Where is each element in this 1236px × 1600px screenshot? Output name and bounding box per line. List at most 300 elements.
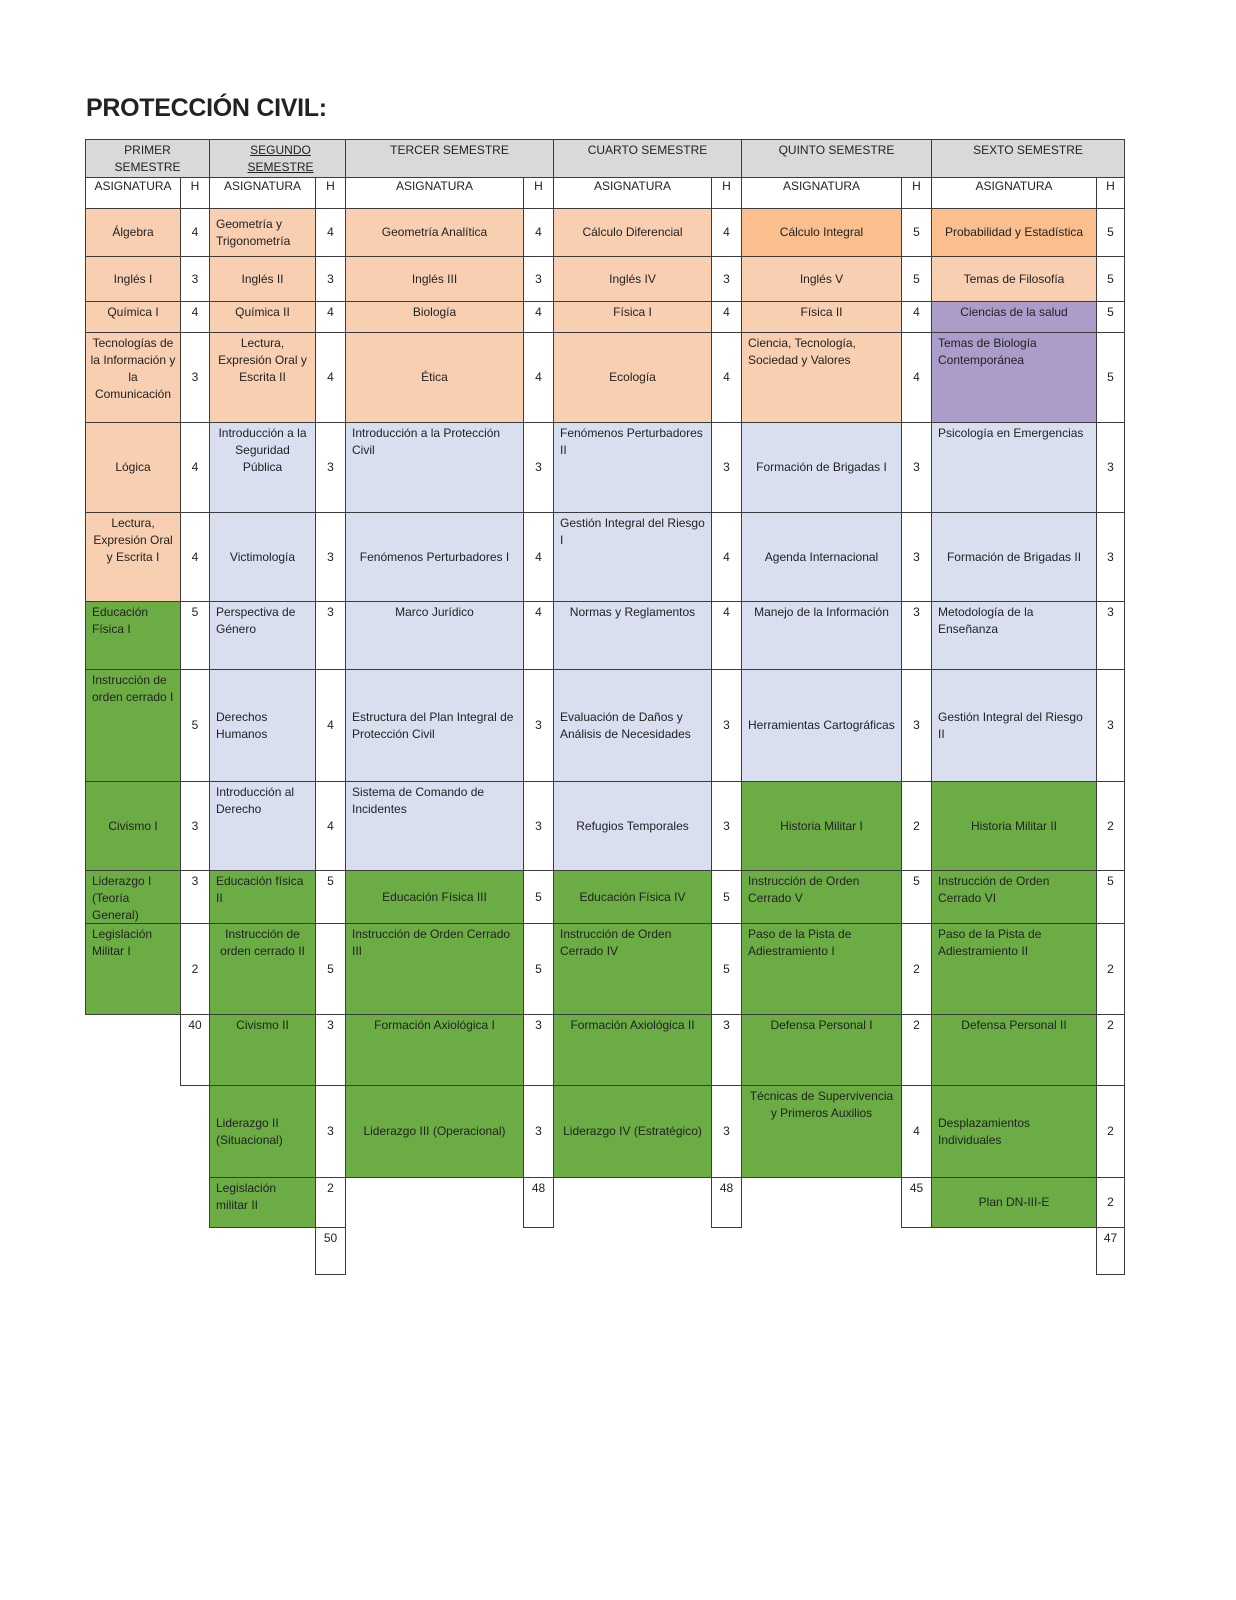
hours-cell-text: 3 [535, 818, 542, 833]
subject-cell [931, 208, 1097, 257]
subject-column-header-text: ASIGNATURA [975, 179, 1053, 193]
hours-cell [901, 781, 932, 871]
hours-cell-text: 2 [327, 1181, 334, 1195]
subject-cell-text: Derechos Humanos [216, 709, 268, 741]
hours-cell-text: 4 [535, 605, 542, 619]
subject-cell-text: Gestión Integral del Riesgo I [560, 516, 705, 547]
subject-column-header [209, 177, 316, 209]
subject-cell-text: Liderazgo II (Situacional) [216, 1115, 283, 1147]
hours-cell [1096, 781, 1125, 871]
hours-cell-text: 3 [723, 1124, 730, 1138]
hours-cell [711, 601, 742, 670]
hours-cell-text: 5 [913, 225, 920, 239]
hours-cell-text: 4 [327, 370, 334, 384]
subject-cell-text: Liderazgo III (Operacional) [363, 1124, 506, 1138]
hours-cell-text: 2 [1107, 1124, 1114, 1138]
hours-cell [1096, 512, 1125, 602]
subject-cell-text: Civismo II [236, 1018, 289, 1032]
subject-cell-text: Ciencia, Tecnología, Sociedad y Valores [748, 336, 856, 367]
hours-cell [180, 208, 210, 257]
subject-cell [741, 422, 902, 513]
hours-cell [523, 1014, 554, 1086]
semester-total-hours [523, 1177, 554, 1228]
hours-cell [315, 256, 346, 302]
hours-cell-text: 3 [913, 460, 920, 474]
subject-cell-text: Introducción al Derecho [216, 785, 295, 816]
hours-cell-text: 5 [723, 961, 730, 976]
hours-cell-text: 5 [327, 961, 334, 976]
subject-cell-text: Lectura, Expresión Oral y Escrita II [218, 336, 307, 384]
subject-cell-text: Marco Jurídico [395, 605, 474, 619]
hours-cell-text: 3 [191, 818, 199, 833]
hours-cell-text: 3 [1107, 718, 1114, 732]
subject-cell-text: Física II [800, 305, 843, 319]
hours-cell [315, 923, 346, 1015]
hours-cell [315, 1014, 346, 1086]
subject-cell [345, 923, 524, 1015]
hours-column-header-text: H [722, 179, 731, 193]
hours-cell-text: 3 [723, 460, 730, 474]
hours-cell [711, 923, 742, 1015]
subject-cell-text: Probabilidad y Estadística [944, 225, 1084, 239]
hours-cell [180, 422, 210, 513]
subject-cell [741, 256, 902, 302]
semester-total-hours [1096, 1227, 1125, 1275]
subject-cell-text: Introducción a la Protección Civil [352, 426, 501, 457]
hours-cell [1096, 301, 1125, 333]
hours-cell-text: 3 [327, 271, 334, 286]
subject-cell-text: Paso de la Pista de Adiestramiento II [938, 927, 1042, 958]
subject-cell-text: Instrucción de orden cerrado II [220, 927, 305, 958]
subject-cell [931, 512, 1097, 602]
hours-cell-text: 3 [191, 874, 199, 888]
hours-cell-text: 4 [723, 605, 730, 619]
subject-column-header [345, 177, 524, 209]
subject-cell [345, 332, 524, 423]
hours-cell-text: 2 [913, 961, 920, 976]
hours-cell [901, 669, 932, 782]
semester-header-text: TERCER SEMESTRE [390, 143, 509, 157]
subject-cell [209, 870, 316, 924]
hours-cell [901, 923, 932, 1015]
hours-column-header [1096, 177, 1125, 209]
semester-total-hours-text: 48 [531, 1181, 546, 1195]
subject-cell-text: Evaluación de Daños y Análisis de Necesidades [560, 709, 691, 741]
subject-cell-text: Manejo de la Información [754, 605, 889, 619]
hours-cell [180, 332, 210, 423]
subject-cell-text: Refugios Temporales [576, 818, 689, 833]
hours-cell-text: 4 [535, 225, 542, 239]
subject-cell [931, 1014, 1097, 1086]
subject-column-header-text: ASIGNATURA [782, 179, 861, 193]
subject-cell-text: Lógica [115, 460, 151, 474]
subject-cell-text: Biología [412, 305, 457, 319]
subject-cell-text: Gestión Integral del Riesgo II [938, 709, 1083, 741]
subject-cell-text: Temas de Filosofía [963, 271, 1065, 286]
hours-cell-text: 5 [913, 271, 920, 286]
subject-cell-text: Normas y Reglamentos [569, 605, 696, 619]
subject-cell-text: Liderazgo IV (Estratégico) [563, 1124, 702, 1138]
subject-cell [553, 1014, 712, 1086]
subject-cell [741, 923, 902, 1015]
subject-cell-text: Inglés III [411, 271, 458, 286]
subject-cell [85, 332, 181, 423]
subject-cell [741, 870, 902, 924]
subject-cell-text: Liderazgo I (Teoría General) [92, 874, 152, 922]
hours-column-header [180, 177, 210, 209]
subject-cell [553, 422, 712, 513]
hours-cell-text: 4 [913, 305, 920, 319]
hours-cell [711, 208, 742, 257]
hours-cell-text: 4 [535, 370, 542, 384]
hours-cell [315, 1085, 346, 1178]
subject-cell-text: Temas de Biología Contemporánea [938, 336, 1037, 367]
hours-cell-text: 3 [723, 1018, 730, 1032]
subject-cell [931, 669, 1097, 782]
subject-cell-text: Educación Física III [382, 889, 487, 904]
subject-cell [85, 601, 181, 670]
subject-cell-text: Fenómenos Perturbadores II [560, 426, 703, 457]
subject-cell [553, 256, 712, 302]
hours-cell-text: 4 [327, 225, 334, 239]
subject-cell-text: Psicología en Emergencias [938, 426, 1084, 440]
subject-cell [85, 870, 181, 924]
semester-total-hours-text: 47 [1103, 1231, 1118, 1245]
hours-cell [180, 512, 210, 602]
subject-cell [209, 208, 316, 257]
subject-cell [85, 512, 181, 602]
subject-cell [931, 601, 1097, 670]
subject-cell [345, 256, 524, 302]
subject-cell-text: Formación Axiológica II [570, 1018, 695, 1032]
hours-cell [315, 1177, 346, 1228]
subject-cell-text: Educación Física IV [579, 889, 686, 904]
subject-cell [741, 208, 902, 257]
hours-cell [711, 1085, 742, 1178]
semester-header-text: SEXTO SEMESTRE [973, 143, 1083, 157]
subject-cell-text: Instrucción de Orden Cerrado IV [560, 927, 672, 958]
subject-cell-text: Defensa Personal I [770, 1018, 873, 1032]
subject-cell-text: Introducción a la Seguridad Pública [218, 426, 307, 474]
semester-header [345, 139, 554, 178]
subject-cell [931, 870, 1097, 924]
hours-cell [180, 781, 210, 871]
subject-cell-text: Cálculo Diferencial [582, 225, 683, 239]
hours-cell [711, 781, 742, 871]
semester-header [741, 139, 932, 178]
subject-cell [85, 781, 181, 871]
subject-cell-text: Perspectiva de Género [216, 605, 296, 636]
hours-cell [315, 332, 346, 423]
hours-cell-text: 5 [1107, 225, 1114, 239]
semester-total-hours-text: 45 [909, 1181, 924, 1195]
subject-cell [85, 923, 181, 1015]
subject-cell [209, 256, 316, 302]
hours-column-header-text: H [1106, 179, 1115, 193]
hours-cell-text: 5 [191, 718, 199, 732]
subject-cell-text: Formación de Brigadas II [946, 549, 1082, 564]
hours-cell-text: 5 [1107, 370, 1114, 384]
subject-cell-text: Victimología [229, 549, 296, 564]
semester-total-hours [315, 1227, 346, 1275]
hours-cell [315, 208, 346, 257]
hours-cell [315, 669, 346, 782]
subject-cell [931, 301, 1097, 333]
hours-cell-text: 5 [723, 889, 730, 904]
subject-cell-text: Geometría Analítica [381, 225, 488, 239]
semester-total-hours [901, 1177, 932, 1228]
subject-cell-text: Química I [107, 305, 159, 319]
hours-cell [1096, 601, 1125, 670]
hours-cell [523, 512, 554, 602]
subject-cell [931, 256, 1097, 302]
subject-cell-text: Formación Axiológica I [374, 1018, 495, 1032]
subject-column-header [931, 177, 1097, 209]
hours-cell-text: 3 [723, 818, 730, 833]
hours-cell [315, 422, 346, 513]
subject-column-header-text: ASIGNATURA [395, 179, 474, 193]
hours-cell [180, 870, 210, 924]
hours-cell [901, 1085, 932, 1178]
subject-cell [741, 781, 902, 871]
hours-cell [901, 301, 932, 333]
hours-cell-text: 3 [1107, 460, 1114, 474]
hours-cell-text: 3 [327, 1018, 334, 1032]
hours-cell-text: 4 [327, 818, 334, 833]
hours-cell-text: 3 [191, 271, 199, 286]
hours-cell-text: 3 [913, 605, 920, 619]
page-title: PROTECCIÓN CIVIL: [86, 94, 327, 122]
semester-header [85, 139, 210, 178]
hours-cell [901, 870, 932, 924]
subject-cell [209, 512, 316, 602]
hours-cell [315, 781, 346, 871]
hours-cell [711, 332, 742, 423]
semester-total-hours-text: 48 [719, 1181, 734, 1195]
subject-column-header-text: ASIGNATURA [94, 179, 172, 193]
semester-header-text: SEGUNDO SEMESTRE [247, 143, 314, 174]
hours-column-header [523, 177, 554, 209]
hours-cell-text: 4 [191, 225, 199, 239]
hours-cell [711, 669, 742, 782]
subject-cell [553, 669, 712, 782]
hours-cell [711, 422, 742, 513]
hours-cell [523, 870, 554, 924]
hours-cell-text: 3 [535, 1018, 542, 1032]
hours-cell [1096, 256, 1125, 302]
hours-cell [711, 512, 742, 602]
subject-cell-text: Metodología de la Enseñanza [938, 605, 1034, 636]
hours-cell-text: 5 [327, 874, 334, 888]
subject-cell [553, 301, 712, 333]
hours-cell [1096, 208, 1125, 257]
hours-cell [180, 923, 210, 1015]
subject-cell [209, 1085, 316, 1178]
hours-cell-text: 3 [191, 370, 199, 384]
hours-cell-text: 2 [913, 818, 920, 833]
subject-cell [345, 422, 524, 513]
subject-cell-text: Ecología [609, 370, 656, 384]
subject-cell [209, 601, 316, 670]
hours-cell [523, 923, 554, 1015]
hours-cell-text: 4 [191, 305, 199, 319]
hours-cell-text: 3 [327, 549, 334, 564]
subject-cell-text: Fenómenos Perturbadores I [359, 549, 510, 564]
hours-cell-text: 3 [535, 460, 542, 474]
hours-cell-text: 3 [327, 1124, 334, 1138]
subject-cell [741, 669, 902, 782]
subject-cell [741, 512, 902, 602]
subject-cell-text: Ética [421, 370, 448, 384]
subject-cell-text: Instrucción de Orden Cerrado VI [938, 874, 1050, 905]
hours-cell [1096, 1014, 1125, 1086]
hours-cell-text: 4 [723, 549, 730, 564]
subject-cell-text: Instrucción de Orden Cerrado III [352, 927, 511, 958]
hours-cell [315, 512, 346, 602]
hours-cell-text: 3 [723, 271, 730, 286]
semester-header [553, 139, 742, 178]
hours-cell [901, 512, 932, 602]
hours-cell-text: 5 [535, 889, 542, 904]
hours-cell [901, 1014, 932, 1086]
subject-cell-text: Desplazamientos Individuales [938, 1115, 1031, 1147]
subject-cell-text: Química II [235, 305, 290, 319]
subject-cell [931, 422, 1097, 513]
hours-cell-text: 5 [1107, 305, 1114, 319]
subject-cell [345, 512, 524, 602]
hours-cell-text: 4 [535, 305, 542, 319]
subject-cell [741, 601, 902, 670]
hours-cell-text: 3 [535, 718, 542, 732]
subject-cell [741, 1014, 902, 1086]
subject-cell [209, 781, 316, 871]
subject-cell [345, 601, 524, 670]
subject-cell [553, 781, 712, 871]
hours-cell-text: 3 [1107, 549, 1114, 564]
hours-column-header-text: H [326, 179, 335, 193]
hours-cell [523, 781, 554, 871]
hours-cell [523, 1085, 554, 1178]
hours-cell-text: 3 [913, 718, 920, 732]
subject-column-header [85, 177, 181, 209]
subject-cell-text: Inglés I [113, 271, 153, 286]
hours-cell [315, 601, 346, 670]
subject-cell [741, 301, 902, 333]
subject-cell-text: Instrucción de Orden Cerrado V [748, 874, 860, 905]
subject-cell [345, 301, 524, 333]
subject-cell-text: Técnicas de Supervivencia y Primeros Auxilios [749, 1089, 894, 1120]
hours-cell [315, 301, 346, 333]
subject-cell-text: Civismo I [108, 818, 158, 833]
hours-cell [901, 332, 932, 423]
subject-cell [209, 1014, 316, 1086]
subject-cell [85, 208, 181, 257]
hours-cell [901, 256, 932, 302]
subject-cell-text: Legislación militar II [216, 1181, 277, 1212]
hours-cell-text: 4 [191, 549, 199, 564]
hours-column-header-text: H [534, 179, 543, 193]
semester-header-text: PRIMER SEMESTRE [114, 143, 181, 174]
hours-column-header-text: H [190, 179, 200, 193]
hours-cell-text: 4 [913, 370, 920, 384]
subject-cell [345, 1014, 524, 1086]
subject-cell-text: Sistema de Comando de Incidentes [352, 785, 485, 816]
hours-cell [901, 601, 932, 670]
hours-cell-text: 4 [723, 370, 730, 384]
hours-column-header [901, 177, 932, 209]
hours-cell-text: 5 [535, 961, 542, 976]
hours-cell [180, 256, 210, 302]
subject-cell [553, 870, 712, 924]
semester-total-hours-text: 50 [323, 1231, 338, 1245]
hours-cell [1096, 1177, 1125, 1228]
hours-cell [523, 669, 554, 782]
hours-cell [1096, 923, 1125, 1015]
hours-cell [180, 669, 210, 782]
hours-cell [711, 870, 742, 924]
subject-cell [209, 422, 316, 513]
hours-cell-text: 4 [723, 305, 730, 319]
subject-cell [553, 332, 712, 423]
hours-cell-text: 5 [1107, 874, 1114, 888]
hours-cell-text: 4 [723, 225, 730, 239]
subject-cell-text: Educación Física I [92, 605, 149, 636]
subject-cell [931, 332, 1097, 423]
hours-cell-text: 4 [327, 305, 334, 319]
hours-cell [523, 301, 554, 333]
subject-cell [209, 301, 316, 333]
subject-cell [345, 781, 524, 871]
semester-header-text: CUARTO SEMESTRE [587, 143, 708, 157]
hours-cell-text: 4 [535, 549, 542, 564]
hours-cell-text: 3 [327, 460, 334, 474]
hours-cell [315, 870, 346, 924]
hours-cell [1096, 669, 1125, 782]
hours-cell [523, 256, 554, 302]
subject-cell [931, 1085, 1097, 1178]
hours-cell [180, 601, 210, 670]
subject-cell-text: Plan DN-III-E [978, 1195, 1050, 1209]
hours-column-header [315, 177, 346, 209]
hours-cell-text: 3 [723, 718, 730, 732]
hours-cell [523, 208, 554, 257]
hours-column-header [711, 177, 742, 209]
hours-cell-text: 5 [191, 605, 199, 619]
subject-cell-text: Paso de la Pista de Adiestramiento I [748, 927, 852, 958]
hours-cell [1096, 1085, 1125, 1178]
subject-column-header [741, 177, 902, 209]
subject-cell-text: Instrucción de orden cerrado I [92, 673, 174, 704]
subject-cell [931, 923, 1097, 1015]
hours-cell-text: 3 [327, 605, 334, 619]
subject-cell-text: Tecnologías de la Información y la Comunicación [90, 336, 176, 401]
subject-cell [741, 1085, 902, 1178]
hours-cell-text: 2 [1107, 1018, 1114, 1032]
subject-cell [553, 601, 712, 670]
subject-cell-text: Educación física II [216, 874, 304, 905]
subject-cell-text: Formación de Brigadas I [756, 460, 887, 474]
semester-total-hours [180, 1014, 210, 1086]
subject-cell-text: Defensa Personal II [961, 1018, 1067, 1032]
semester-header-text: QUINTO SEMESTRE [778, 143, 895, 157]
hours-cell [523, 422, 554, 513]
subject-cell-text: Lectura, Expresión Oral y Escrita I [93, 516, 173, 564]
hours-cell [523, 332, 554, 423]
subject-cell [553, 208, 712, 257]
subject-cell [931, 1177, 1097, 1228]
hours-cell [523, 601, 554, 670]
hours-cell [711, 256, 742, 302]
